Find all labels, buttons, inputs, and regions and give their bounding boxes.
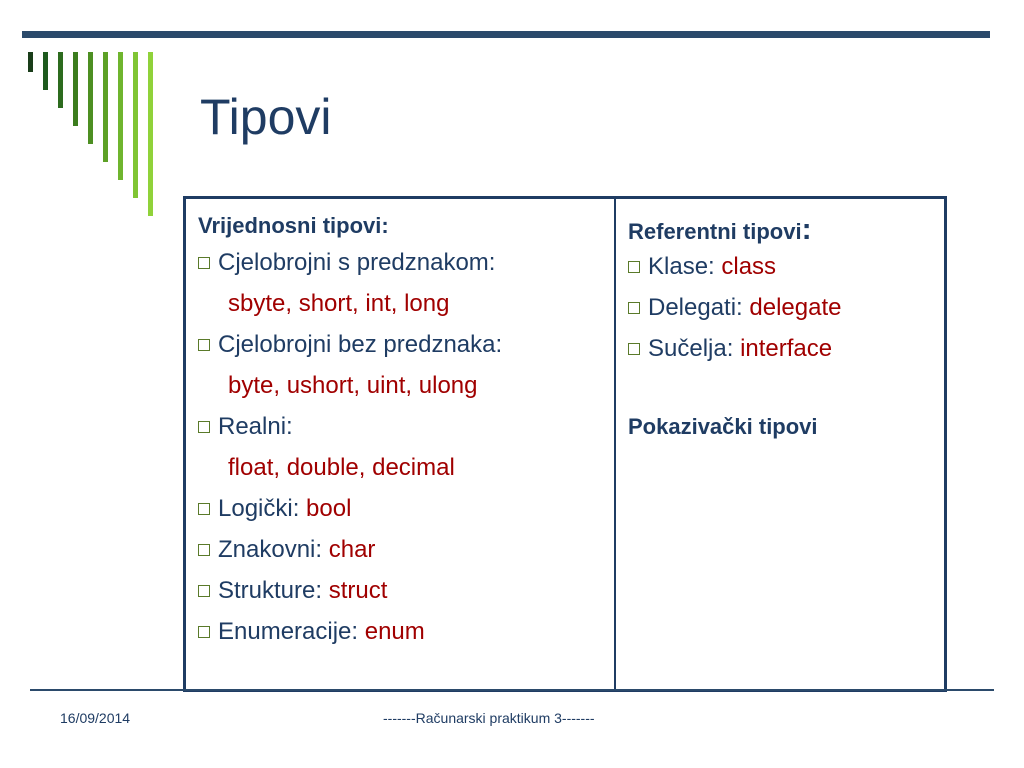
reference-types-column <box>616 199 944 689</box>
decor-stripe <box>43 52 48 90</box>
list-item: Logički: bool <box>198 488 614 529</box>
decor-stripe <box>58 52 63 108</box>
list-item: Znakovni: char <box>198 529 614 570</box>
decor-stripe <box>73 52 78 126</box>
bullet-box-icon <box>198 626 210 638</box>
list-item: Enumeracije: enum <box>198 611 614 652</box>
decor-stripe <box>148 52 153 216</box>
list-item: Klase: class <box>628 246 944 287</box>
bottom-rule <box>30 689 994 691</box>
list-item: Cjelobrojni bez predznaka: <box>198 324 614 365</box>
list-item: Strukture: struct <box>198 570 614 611</box>
slide-title: Tipovi <box>200 89 332 145</box>
list-item: Realni: <box>198 406 614 447</box>
value-types-heading: Vrijednosni tipovi: <box>198 213 389 238</box>
decor-stripe <box>88 52 93 144</box>
bullet-box-icon <box>198 503 210 515</box>
bullet-box-icon <box>198 257 210 269</box>
footer-title: -------Računarski praktikum 3------- <box>383 710 595 726</box>
bullet-box-icon <box>198 585 210 597</box>
bullet-box-icon <box>628 343 640 355</box>
bullet-box-icon <box>628 261 640 273</box>
value-types-column <box>186 199 616 689</box>
reference-types-heading: Referentni tipovi: <box>628 213 812 246</box>
list-item: Sučelja: interface <box>628 328 944 369</box>
list-item: Delegati: delegate <box>628 287 944 328</box>
spacer <box>628 369 944 410</box>
list-subitem: sbyte, short, int, long <box>228 290 450 317</box>
bullet-box-icon <box>628 302 640 314</box>
types-table <box>183 196 947 692</box>
top-rule <box>22 31 990 38</box>
decor-stripe <box>28 52 33 72</box>
bullet-box-icon <box>198 421 210 433</box>
list-subitem: byte, ushort, uint, ulong <box>228 372 478 399</box>
bullet-box-icon <box>198 544 210 556</box>
list-subitem: float, double, decimal <box>228 454 455 481</box>
bullet-box-icon <box>198 339 210 351</box>
footer-date: 16/09/2014 <box>60 710 131 726</box>
decor-stripe <box>118 52 123 180</box>
list-item: Cjelobrojni s predznakom: <box>198 242 614 283</box>
decor-stripe <box>133 52 138 198</box>
decor-stripe <box>103 52 108 162</box>
pointer-types-heading: Pokazivački tipovi <box>628 414 818 439</box>
